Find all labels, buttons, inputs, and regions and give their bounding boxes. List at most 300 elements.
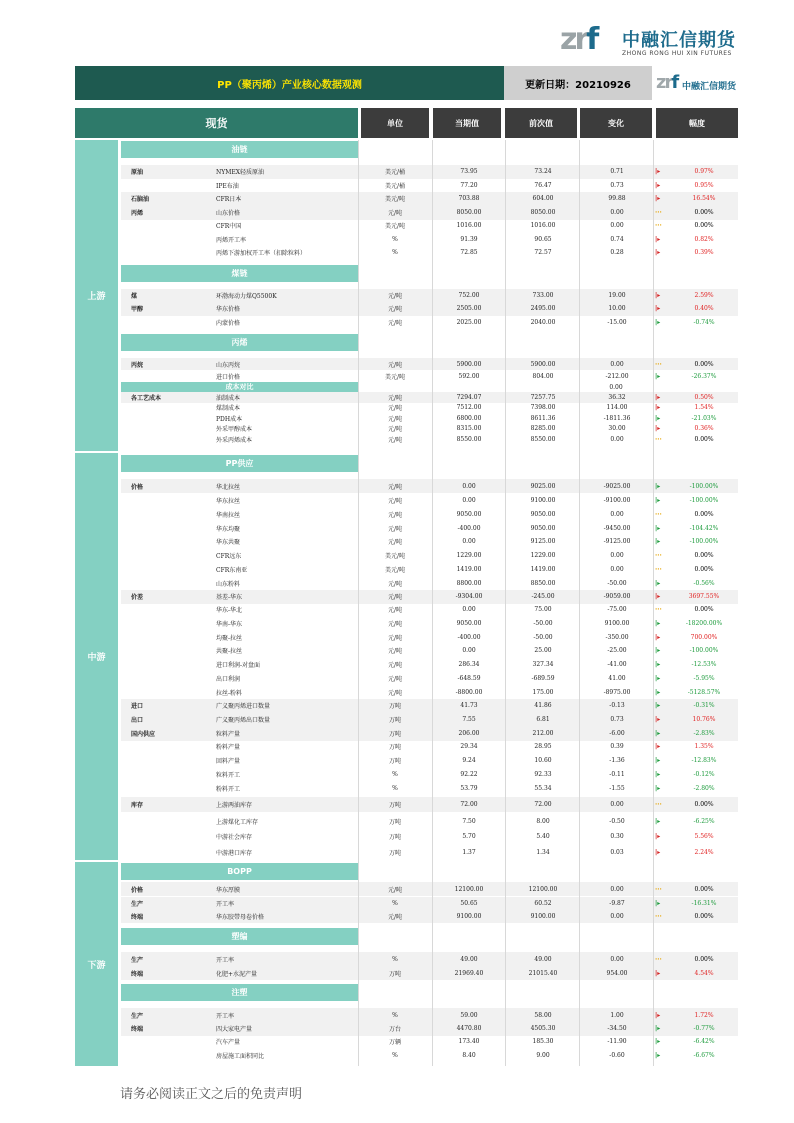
row-previous-value: 7257.75 — [530, 393, 556, 401]
table-row — [121, 562, 738, 576]
row-unit: 美元/吨 — [384, 373, 406, 381]
row-current-value: 703.88 — [458, 195, 480, 203]
row-indicator-name: 煤制成本 — [216, 405, 241, 413]
table-row — [121, 289, 738, 303]
row-pct-change: -100.00% — [689, 537, 719, 545]
row-current-value: 8800.00 — [456, 579, 482, 587]
row-change-value: 0.00 — [610, 565, 624, 573]
row-indicator-name: 汽车产量 — [216, 1039, 241, 1047]
row-previous-value: -50.00 — [533, 634, 553, 642]
dash-flat-icon: ··· — [655, 435, 662, 443]
row-previous-value: 1016.00 — [530, 222, 556, 230]
section-propylene: 丙烯 — [121, 334, 358, 351]
table-row — [121, 179, 738, 193]
row-change-value: -9.87 — [609, 900, 625, 907]
flag-down-icon: |▸ — [655, 900, 661, 907]
row-category: 终端 — [131, 914, 144, 921]
row-previous-value: 1229.00 — [530, 551, 556, 559]
table-row — [121, 358, 738, 370]
row-pct-change: 5.56% — [694, 833, 714, 840]
table-row — [121, 403, 738, 414]
row-change-value: 954.00 — [606, 969, 628, 977]
row-current-value: 1016.00 — [456, 222, 482, 230]
row-change-value: -0.50 — [609, 818, 625, 825]
row-previous-value: 72.57 — [534, 249, 552, 257]
row-current-value: 7.50 — [462, 818, 476, 825]
row-indicator-name: 开工率 — [216, 901, 235, 908]
section-injection: 注塑 — [121, 984, 358, 1001]
row-pct-change: 0.00% — [694, 435, 714, 443]
flag-up-icon: |▸ — [655, 393, 661, 401]
row-current-value: 8050.00 — [456, 209, 482, 217]
disclaimer-footer: 请务必阅读正文之后的免责声明 — [120, 1087, 303, 1102]
row-unit: 万吨 — [388, 850, 401, 857]
dash-flat-icon: ··· — [655, 551, 662, 559]
flag-down-icon: |▸ — [655, 730, 661, 738]
row-category: 煤 — [131, 293, 138, 301]
table-row — [121, 413, 738, 424]
row-unit: 元/吨 — [387, 483, 403, 491]
row-previous-value: 4505.30 — [530, 1025, 556, 1033]
row-unit: 元/吨 — [387, 607, 403, 615]
table-row — [121, 644, 738, 658]
flag-down-icon: |▸ — [655, 414, 661, 422]
row-unit: 美元/桶 — [384, 183, 406, 191]
row-unit: 元/吨 — [387, 662, 403, 670]
flag-down-icon: |▸ — [655, 1025, 661, 1033]
row-indicator-name: 山东价格 — [216, 210, 241, 218]
row-current-value: 7512.00 — [456, 404, 482, 412]
row-change-value: -9025.00 — [603, 482, 631, 490]
row-current-value: 173.40 — [458, 1038, 480, 1046]
row-indicator-name: CFR中国 — [216, 223, 242, 231]
row-pct-change: 2.59% — [694, 292, 714, 300]
row-current-value: 8550.00 — [456, 435, 482, 443]
column-divider — [358, 140, 359, 1066]
row-current-value: 72.00 — [460, 801, 478, 808]
row-current-value: 72.85 — [460, 249, 478, 257]
row-previous-value: 5900.00 — [530, 360, 556, 368]
row-unit: 元/吨 — [387, 690, 403, 698]
flag-up-icon: |▸ — [655, 716, 661, 724]
row-indicator-name: CFR远东 — [216, 552, 242, 560]
row-previous-value: 90.65 — [534, 236, 552, 244]
flag-down-icon: |▸ — [655, 818, 661, 825]
row-previous-value: 9.00 — [536, 1052, 550, 1060]
flag-up-icon: |▸ — [655, 969, 661, 977]
row-previous-value: 175.00 — [532, 689, 554, 697]
row-pct-change: 1.54% — [694, 404, 714, 412]
row-category: 丙烯 — [131, 210, 144, 218]
update-date: 更新日期：20210926 — [504, 66, 652, 100]
row-pct-change: 0.40% — [694, 305, 714, 313]
row-change-value: 0.00 — [610, 551, 624, 559]
row-change-value: 0.00 — [610, 510, 624, 518]
flag-up-icon: |▸ — [655, 249, 661, 257]
row-indicator-name: 进口利润-对盘面 — [216, 662, 261, 670]
row-category: 生产 — [131, 901, 144, 908]
row-change-value: 0.73 — [610, 716, 624, 724]
row-previous-value: 73.24 — [534, 168, 552, 176]
row-current-value: 2505.00 — [456, 305, 482, 313]
column-header-previous: 前次值 — [505, 108, 577, 138]
row-pct-change: -100.00% — [689, 647, 719, 655]
row-previous-value: 9125.00 — [530, 537, 556, 545]
row-unit: 元/吨 — [387, 210, 403, 218]
row-current-value: 53.79 — [460, 785, 478, 793]
row-previous-value: 41.86 — [534, 702, 552, 710]
row-category: 甲醇 — [131, 306, 144, 314]
row-indicator-name: 华东共聚 — [216, 538, 241, 546]
row-indicator-name: 山东粉料 — [216, 580, 241, 588]
table-row — [121, 316, 738, 330]
row-category: 原油 — [131, 169, 144, 177]
row-current-value: 0.00 — [462, 482, 476, 490]
row-change-value: -0.11 — [609, 771, 625, 779]
row-category: 丙烷 — [131, 361, 144, 369]
row-pct-change: -0.31% — [693, 702, 715, 710]
row-indicator-name: 出口利润 — [216, 676, 241, 684]
flag-down-icon: |▸ — [655, 1038, 661, 1046]
row-unit: 万吨 — [388, 717, 401, 725]
row-previous-value: 55.34 — [534, 785, 552, 793]
row-previous-value: 8050.00 — [530, 209, 556, 217]
row-unit: % — [392, 900, 398, 907]
row-indicator-name: 化肥+水泥产量 — [216, 970, 258, 978]
row-change-value: -1.36 — [609, 757, 625, 765]
row-category: 国内供应 — [131, 731, 156, 739]
column-divider — [432, 140, 433, 1066]
row-unit: 元/吨 — [387, 415, 403, 423]
row-current-value: 0.00 — [462, 606, 476, 614]
row-current-value: 8.40 — [462, 1052, 476, 1060]
row-indicator-name: 开工率 — [216, 1012, 235, 1020]
row-previous-value: 72.00 — [534, 801, 552, 808]
row-indicator-name: 粒料产量 — [216, 731, 241, 739]
row-change-value: 0.00 — [610, 222, 624, 230]
row-change-value: 0.00 — [610, 801, 624, 808]
table-row — [121, 713, 738, 727]
table-row — [121, 754, 738, 768]
row-previous-value: 1.34 — [536, 849, 550, 856]
row-category: 终端 — [131, 1026, 144, 1034]
table-row — [121, 479, 738, 493]
row-current-value: 9050.00 — [456, 510, 482, 518]
row-pct-change: 0.00% — [694, 606, 714, 614]
flag-up-icon: |▸ — [655, 743, 661, 751]
row-unit: 美元/桶 — [384, 169, 406, 177]
row-previous-value: 8611.36 — [530, 414, 556, 422]
row-previous-value: 60.52 — [534, 900, 552, 907]
table-row — [121, 192, 738, 206]
row-change-value: -9059.00 — [603, 593, 631, 601]
row-unit: 美元/吨 — [384, 566, 406, 574]
table-row — [121, 165, 738, 179]
dash-flat-icon: ··· — [655, 360, 662, 368]
row-indicator-name: 山东丙烷 — [216, 361, 241, 369]
flag-up-icon: |▸ — [655, 634, 661, 642]
table-row — [121, 219, 738, 233]
row-indicator-name: 华东厚膜 — [216, 886, 241, 894]
row-change-value: 36.32 — [608, 393, 626, 401]
row-previous-value: 25.00 — [534, 647, 552, 655]
row-current-value: 8315.00 — [456, 425, 482, 433]
dash-flat-icon: ··· — [655, 510, 662, 518]
row-pct-change: -12.53% — [691, 661, 717, 669]
row-change-value: -6.00 — [609, 730, 625, 738]
row-unit: 元/吨 — [387, 538, 403, 546]
row-unit: 万吨 — [388, 744, 401, 752]
row-indicator-name: 华南拉丝 — [216, 511, 241, 519]
row-current-value: 592.00 — [458, 372, 480, 380]
flag-up-icon: |▸ — [655, 425, 661, 433]
row-change-value: -9125.00 — [603, 537, 631, 545]
stream-midstream: 中游 — [75, 453, 118, 860]
row-unit: 元/吨 — [387, 648, 403, 656]
flag-up-icon: |▸ — [655, 292, 661, 300]
row-unit: 元/吨 — [387, 361, 403, 369]
table-row — [121, 727, 738, 741]
flag-down-icon: |▸ — [655, 647, 661, 655]
row-previous-value: 6.81 — [536, 716, 550, 724]
row-previous-value: -245.00 — [531, 593, 555, 601]
table-row — [121, 631, 738, 645]
company-logo — [560, 20, 760, 64]
row-previous-value: 1419.00 — [530, 565, 556, 573]
row-unit: 元/吨 — [387, 621, 403, 629]
row-indicator-name: 开工率 — [216, 956, 235, 964]
row-unit: 美元/吨 — [384, 196, 406, 204]
row-current-value: 9050.00 — [456, 620, 482, 628]
flag-down-icon: |▸ — [655, 702, 661, 710]
table-row — [121, 548, 738, 562]
row-indicator-name: 华北拉丝 — [216, 483, 241, 491]
flag-down-icon: |▸ — [655, 689, 661, 697]
dash-flat-icon: ··· — [655, 885, 662, 893]
row-change-value: 19.00 — [608, 292, 626, 300]
table-row — [121, 603, 738, 617]
row-current-value: 77.20 — [460, 182, 478, 190]
row-current-value: 91.39 — [460, 236, 478, 244]
section-plastic-weave: 塑编 — [121, 928, 358, 945]
row-indicator-name: 华东均聚 — [216, 525, 241, 533]
row-indicator-name: 粉料产量 — [216, 744, 241, 752]
row-pct-change: 0.50% — [694, 393, 714, 401]
row-indicator-name: 上游两油库存 — [216, 802, 253, 809]
row-indicator-name: 华南-华东 — [216, 621, 243, 629]
row-indicator-name: 油制成本 — [216, 394, 241, 402]
row-pct-change: -26.37% — [691, 372, 717, 380]
row-unit: % — [392, 236, 398, 244]
table-row — [121, 782, 738, 796]
table-row — [121, 672, 738, 686]
row-change-value: -25.00 — [607, 647, 627, 655]
flag-down-icon: |▸ — [655, 675, 661, 683]
row-pct-change: 10.76% — [692, 716, 716, 724]
row-pct-change: -104.42% — [689, 524, 719, 532]
flag-up-icon: |▸ — [655, 168, 661, 176]
row-unit: 美元/吨 — [384, 552, 406, 560]
table-row — [121, 233, 738, 247]
row-current-value: 7294.07 — [456, 393, 482, 401]
row-indicator-name: 环渤海动力煤Q5500K — [216, 293, 277, 301]
row-pct-change: -12.83% — [691, 757, 717, 765]
row-previous-value: 8285.00 — [530, 425, 556, 433]
section-cost: 成本对比 — [121, 382, 358, 392]
section-coal: 煤链 — [121, 265, 358, 282]
row-unit: 元/吨 — [387, 306, 403, 314]
row-indicator-name: CFR东南亚 — [216, 566, 248, 574]
row-previous-value: 8850.00 — [530, 579, 556, 587]
row-change-value: -75.00 — [607, 606, 627, 614]
row-pct-change: 0.00% — [694, 801, 714, 808]
row-change-value: 0.30 — [610, 833, 624, 840]
logo-mark: zrf — [560, 22, 597, 57]
row-pct-change: 0.00% — [694, 885, 714, 893]
row-indicator-name: IPE布油 — [216, 183, 239, 191]
row-pct-change: 0.39% — [694, 249, 714, 257]
table-row — [121, 658, 738, 672]
row-pct-change: 1.35% — [694, 743, 714, 751]
row-category: 进口 — [131, 703, 144, 711]
row-current-value: -400.00 — [457, 524, 481, 532]
row-previous-value: 8550.00 — [530, 435, 556, 443]
row-current-value: 9100.00 — [456, 913, 482, 920]
row-unit: 元/吨 — [387, 511, 403, 519]
row-current-value: 5900.00 — [456, 360, 482, 368]
table-row — [121, 910, 738, 923]
row-indicator-name: 中游港口库存 — [216, 850, 253, 857]
row-unit: 元/吨 — [387, 436, 403, 444]
dash-flat-icon: ··· — [655, 565, 662, 573]
table-row — [121, 845, 738, 860]
row-change-value: -8975.00 — [603, 689, 631, 697]
table-row — [121, 590, 738, 604]
row-previous-value: 12100.00 — [528, 885, 558, 893]
row-indicator-name: 上游煤化工库存 — [216, 819, 259, 826]
row-current-value: 50.65 — [460, 900, 478, 907]
stream-downstream: 下游 — [75, 862, 118, 1066]
row-indicator-name: 均聚-拉丝 — [216, 635, 243, 643]
row-current-value: 752.00 — [458, 292, 480, 300]
row-change-value: 0.00 — [610, 955, 624, 963]
row-change-value: 0.74 — [610, 236, 624, 244]
row-change-value: 0.00 — [610, 435, 624, 443]
table-row — [121, 768, 738, 782]
row-unit: 美元/吨 — [384, 223, 406, 231]
row-previous-value: 28.95 — [534, 743, 552, 751]
row-pct-change: -6.42% — [693, 1038, 715, 1046]
row-previous-value: 76.47 — [534, 182, 552, 190]
row-pct-change: -2.83% — [693, 730, 715, 738]
row-pct-change: -100.00% — [689, 496, 719, 504]
row-unit: 元/吨 — [387, 580, 403, 588]
row-previous-value: 49.00 — [534, 955, 552, 963]
table-row — [121, 686, 738, 700]
row-pct-change: 1.72% — [694, 1011, 714, 1019]
table-row — [121, 1035, 738, 1049]
table-row — [121, 797, 738, 812]
table-row — [121, 534, 738, 548]
dash-flat-icon: ··· — [655, 955, 662, 963]
row-change-value: -1811.36 — [603, 414, 631, 422]
row-current-value: 29.34 — [460, 743, 478, 751]
row-previous-value: 7398.00 — [530, 404, 556, 412]
table-row — [121, 966, 738, 980]
flag-up-icon: |▸ — [655, 182, 661, 190]
column-header-change: 变化 — [580, 108, 652, 138]
row-previous-value: 2495.00 — [530, 305, 556, 313]
row-unit: 元/吨 — [387, 886, 403, 894]
row-change-value: -0.13 — [609, 702, 625, 710]
row-previous-value: 92.33 — [534, 771, 552, 779]
row-unit: 元/吨 — [387, 426, 403, 434]
row-indicator-name: 四大家电产量 — [216, 1026, 253, 1034]
table-row — [121, 882, 738, 896]
row-pct-change: 3697.55% — [688, 593, 720, 601]
row-indicator-name: 房屋施工面积同比 — [216, 1053, 265, 1061]
row-current-value: 0.00 — [462, 647, 476, 655]
dash-flat-icon: ··· — [655, 606, 662, 614]
row-previous-value: 9050.00 — [530, 510, 556, 518]
row-pct-change: 0.00% — [694, 551, 714, 559]
table-row — [121, 370, 738, 382]
row-change-value: -350.00 — [605, 634, 629, 642]
row-current-value: 41.73 — [460, 702, 478, 710]
column-header-unit: 单位 — [361, 108, 429, 138]
row-change-value: 0.00 — [610, 360, 624, 368]
table-row — [121, 206, 738, 220]
row-change-value: -1.55 — [609, 785, 625, 793]
row-change-value: -11.90 — [607, 1038, 627, 1046]
row-pct-change: 0.36% — [694, 425, 714, 433]
row-indicator-name: 共聚-拉丝 — [216, 648, 243, 656]
row-previous-value: 9100.00 — [530, 913, 556, 920]
row-unit: % — [392, 785, 398, 793]
row-category: 库存 — [131, 802, 144, 809]
row-change-value: 0.00 — [610, 209, 624, 217]
row-previous-value: 327.34 — [532, 661, 554, 669]
row-current-value: 12100.00 — [454, 885, 484, 893]
row-current-value: 5.70 — [462, 833, 476, 840]
row-current-value: 2025.00 — [456, 319, 482, 327]
table-row — [121, 617, 738, 631]
row-current-value: 92.22 — [460, 771, 478, 779]
flag-down-icon: |▸ — [655, 537, 661, 545]
row-pct-change: 0.00% — [694, 955, 714, 963]
row-pct-change: -0.56% — [693, 579, 715, 587]
row-indicator-name: 华东-华北 — [216, 607, 243, 615]
row-unit: 元/吨 — [387, 594, 403, 602]
flag-down-icon: |▸ — [655, 1052, 661, 1060]
row-change-value: 99.88 — [608, 195, 626, 203]
row-current-value: -9304.00 — [455, 593, 483, 601]
column-divider — [653, 140, 654, 1066]
flag-down-icon: |▸ — [655, 496, 661, 504]
row-current-value: 73.95 — [460, 168, 478, 176]
row-unit: % — [392, 1011, 398, 1019]
table-row — [121, 1022, 738, 1036]
row-indicator-name: 广义聚丙烯出口数量 — [216, 717, 271, 725]
row-previous-value: 2040.00 — [530, 319, 556, 327]
table-row — [121, 521, 738, 535]
flag-up-icon: |▸ — [655, 195, 661, 203]
flag-down-icon: |▸ — [655, 785, 661, 793]
table-row — [121, 246, 738, 260]
row-indicator-name: 粒料开工 — [216, 772, 241, 780]
row-unit: % — [392, 955, 398, 963]
row-unit: 元/吨 — [387, 405, 403, 413]
